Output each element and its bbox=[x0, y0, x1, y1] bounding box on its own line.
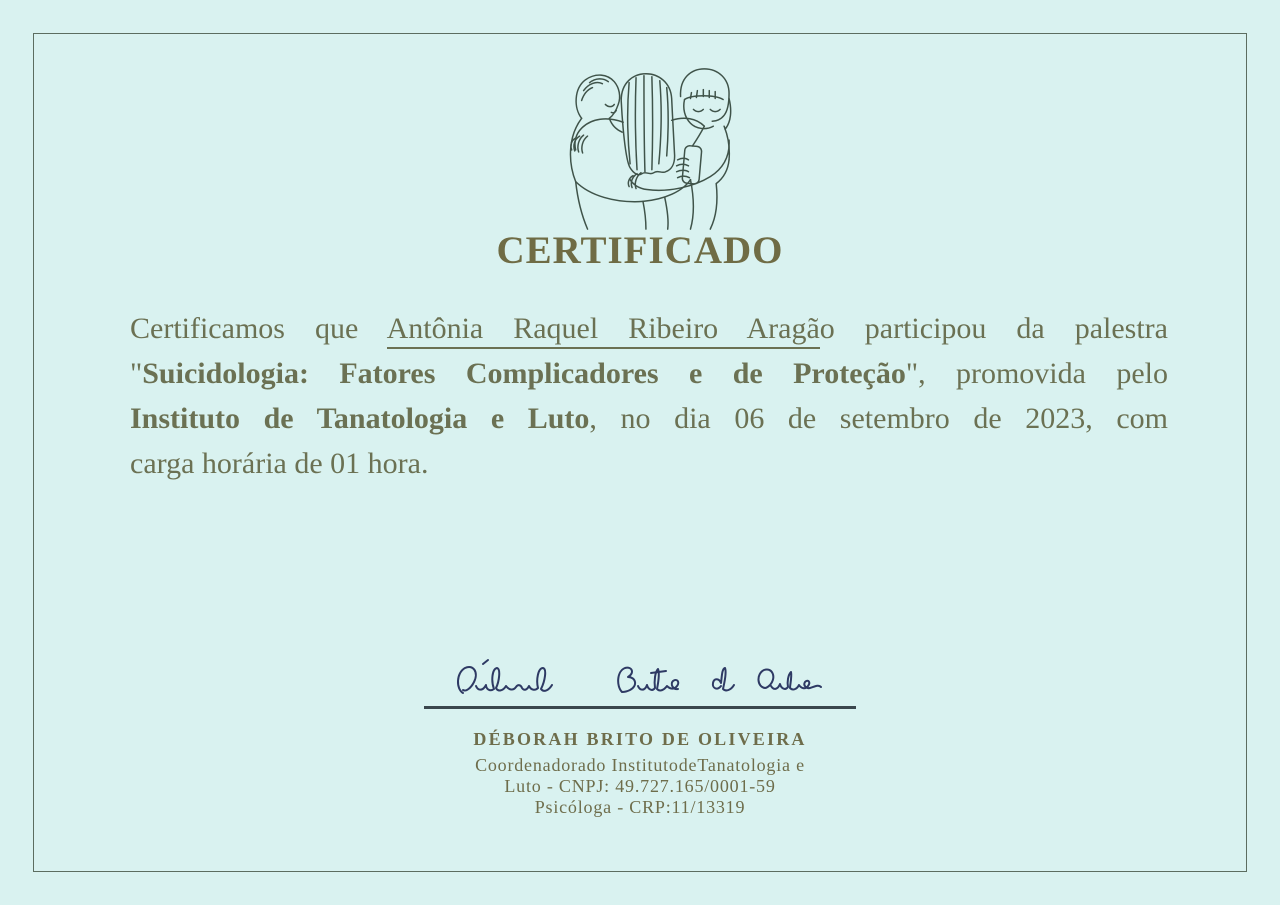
group-hug-illustration bbox=[546, 60, 734, 232]
certificate-body bbox=[130, 306, 1168, 486]
body-segment: " bbox=[130, 357, 143, 390]
signature-line bbox=[424, 706, 856, 709]
signatory-name: DÉBORAH BRITO DE OLIVEIRA bbox=[473, 729, 807, 749]
body-segment: Certificamos que bbox=[130, 312, 387, 345]
certificate-title: CERTIFICADO bbox=[496, 229, 784, 272]
lecture-title: Suicidologia: Fatores Complicadores e de Proteção bbox=[142, 357, 906, 390]
body-line-3 bbox=[130, 396, 1168, 441]
signatory-credential: Psicóloga - CRP:11/13319 bbox=[534, 797, 746, 817]
body-segment: o participou da palestra bbox=[819, 312, 1168, 345]
recipient-name: Antônia Raquel Ribeiro Aragã bbox=[387, 312, 820, 349]
institute-name: Instituto de Tanatologia e Luto bbox=[130, 402, 590, 435]
body-line-4: carga horária de 01 hora. bbox=[130, 447, 429, 480]
signatory-org-line-2: Luto - CNPJ: 49.727.165/0001-59 bbox=[504, 776, 776, 796]
signatory-org-line-1: Coordenadorado InstitutodeTanatologia e bbox=[475, 755, 805, 775]
signature-block bbox=[0, 729, 1280, 818]
body-line-1 bbox=[130, 306, 1168, 351]
handwritten-signature bbox=[450, 658, 830, 706]
body-segment: ", promovida pelo bbox=[905, 357, 1168, 390]
body-line-2 bbox=[130, 351, 1168, 396]
body-segment: , no dia 06 de setembro de 2023, com bbox=[589, 402, 1168, 435]
